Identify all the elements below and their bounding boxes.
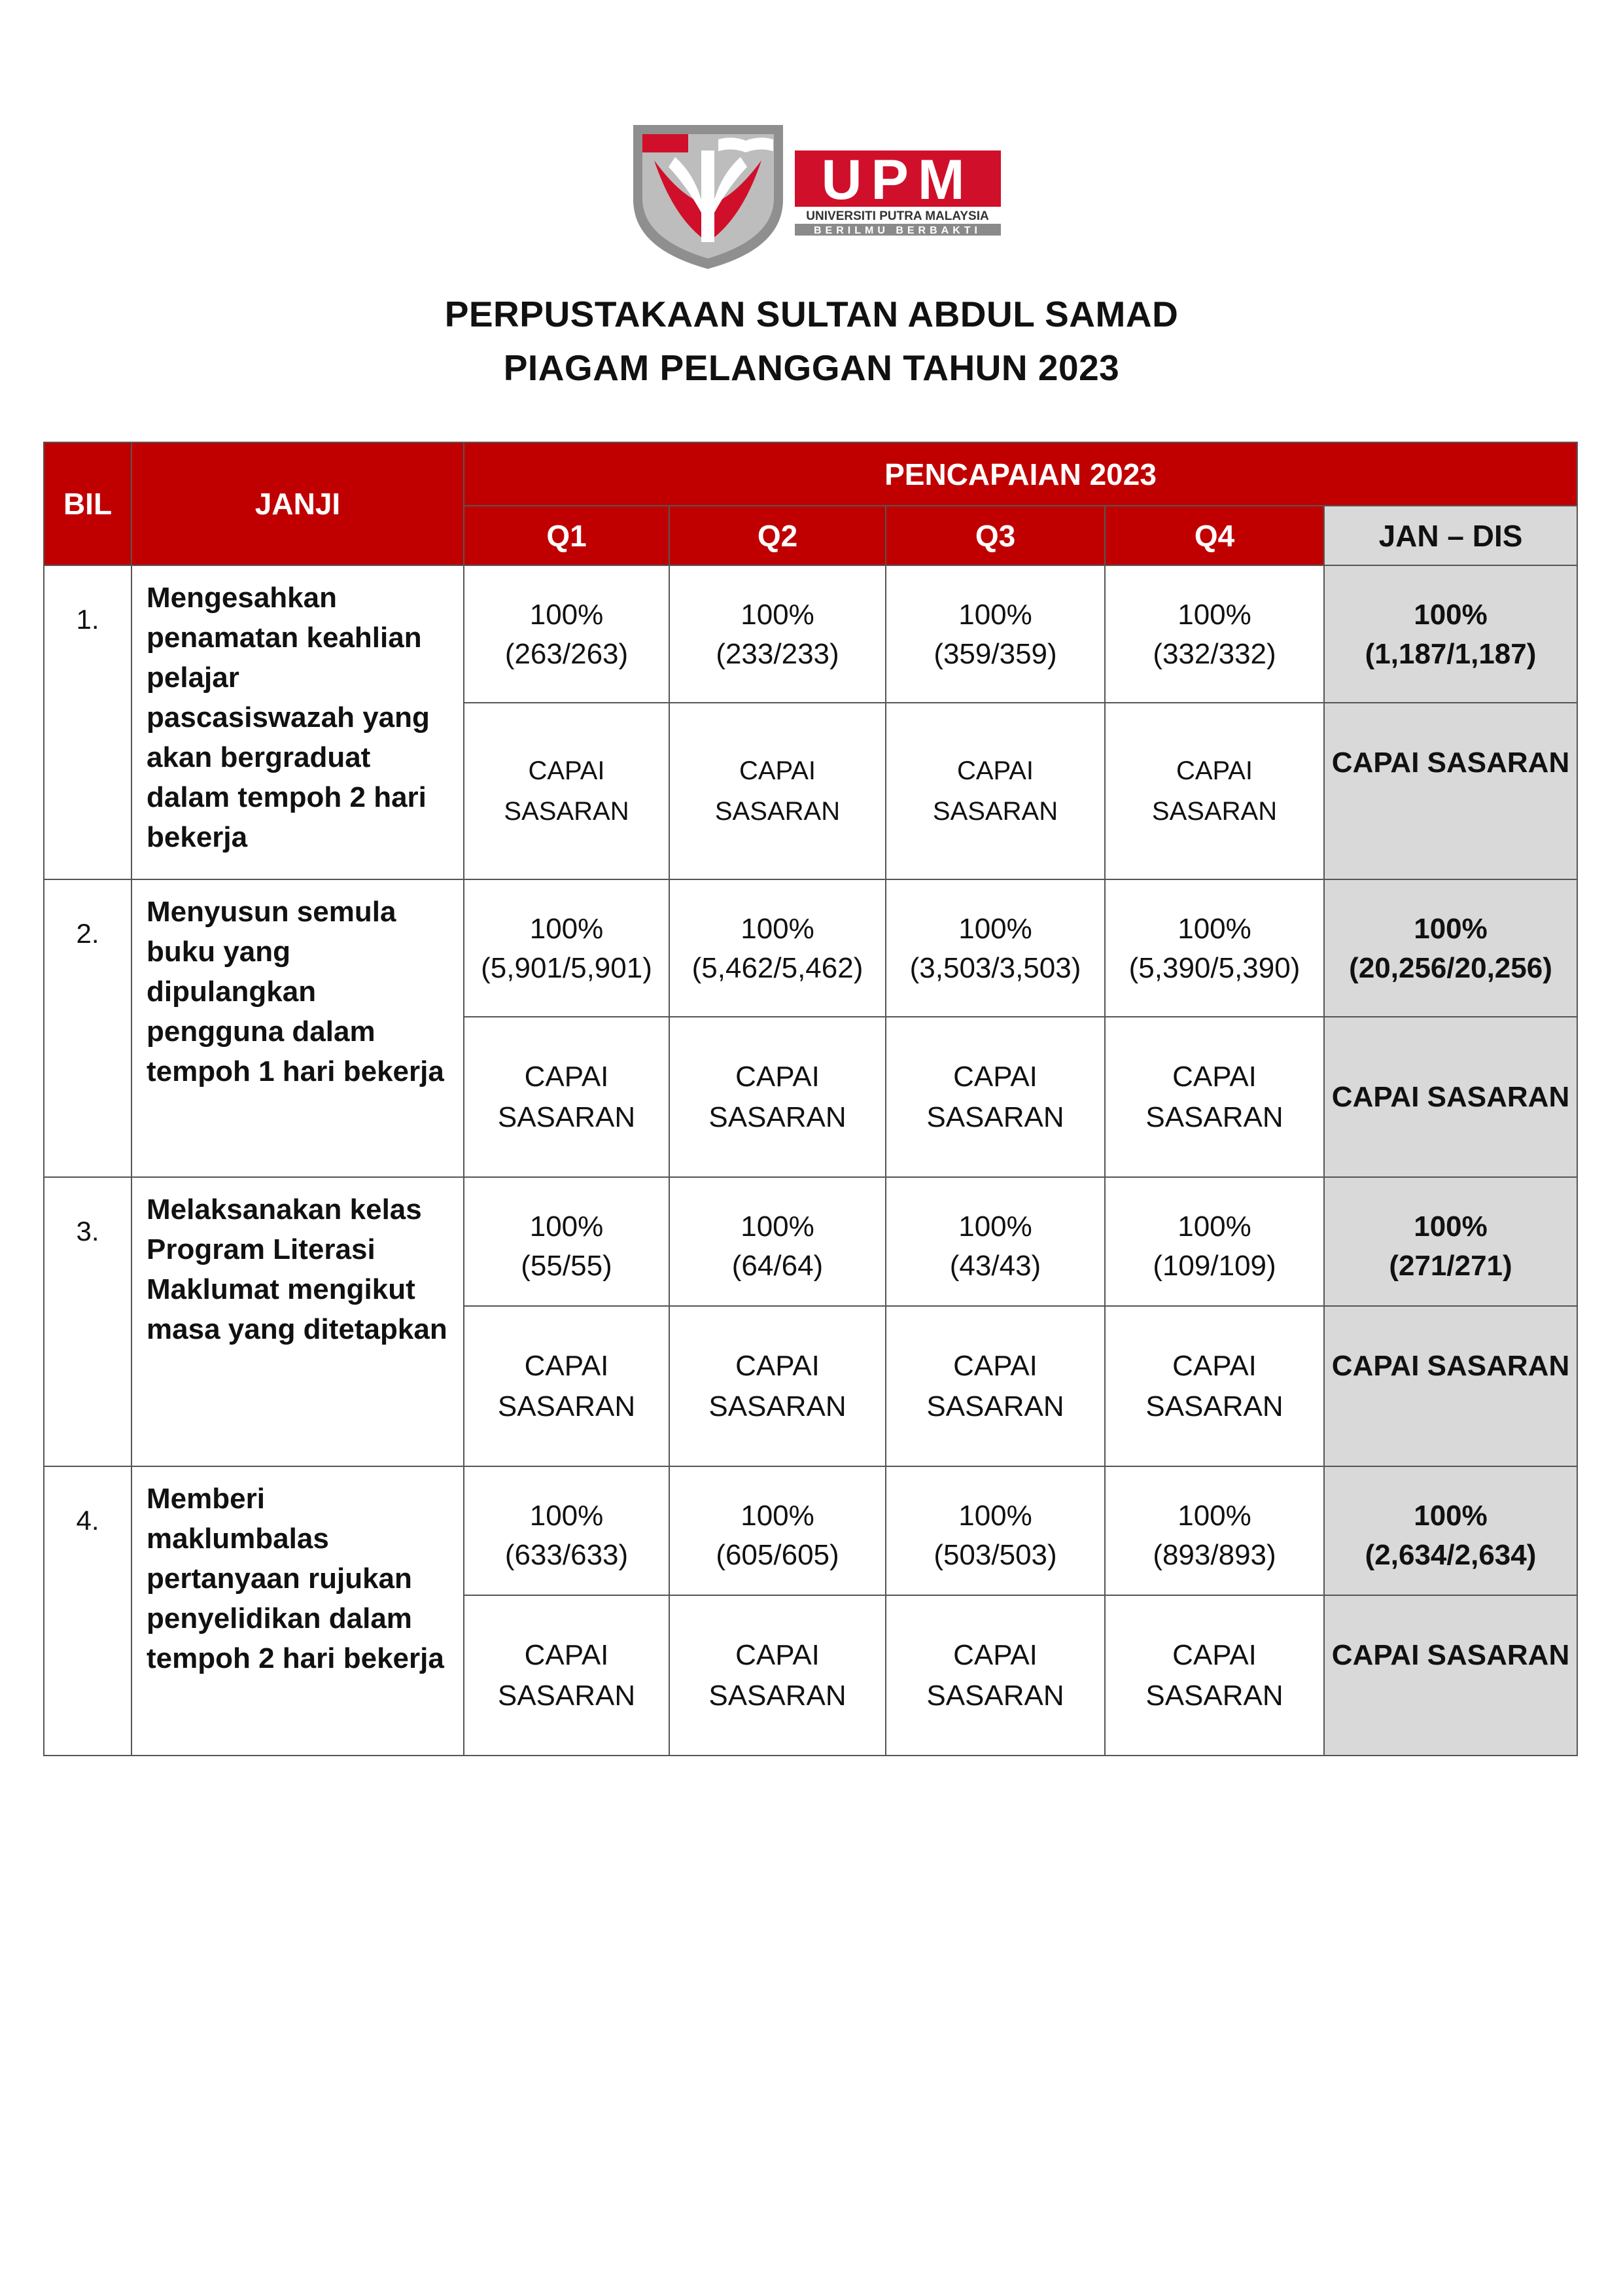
total-status: CAPAI SASARAN bbox=[1324, 1017, 1577, 1177]
status-word-1: CAPAI bbox=[524, 1350, 609, 1382]
svg-text:BERILMU BERBAKTI: BERILMU BERBAKTI bbox=[814, 225, 981, 236]
quarter-1-value bbox=[464, 565, 669, 703]
percentage: 100% bbox=[529, 913, 604, 945]
total-percentage: 100% bbox=[1414, 1210, 1488, 1243]
status-word-1: CAPAI bbox=[1176, 756, 1253, 785]
ratio: (5,901/5,901) bbox=[481, 952, 652, 984]
header-q4: Q4 bbox=[1105, 506, 1324, 565]
status-word-1: CAPAI bbox=[1172, 1639, 1257, 1671]
ratio: (43/43) bbox=[949, 1250, 1041, 1282]
percentage: 100% bbox=[529, 599, 604, 631]
quarter-4-status bbox=[1105, 1595, 1324, 1756]
quarter-4-value bbox=[1105, 1466, 1324, 1595]
document-title: PERPUSTAKAAN SULTAN ABDUL SAMAD bbox=[444, 294, 1179, 334]
total-value bbox=[1324, 879, 1577, 1017]
total-ratio: (2,634/2,634) bbox=[1365, 1539, 1537, 1571]
row-number: 2. bbox=[44, 879, 131, 1177]
status-word-1: CAPAI bbox=[956, 756, 1034, 785]
status-word-1: CAPAI bbox=[524, 1639, 609, 1671]
row-number: 1. bbox=[44, 565, 131, 879]
quarter-1-status bbox=[464, 1017, 669, 1177]
total-status: CAPAI SASARAN bbox=[1324, 703, 1577, 879]
upm-logo bbox=[628, 121, 1001, 272]
table-row bbox=[44, 879, 1577, 1017]
ratio: (633/633) bbox=[504, 1539, 629, 1571]
janji-text: Mengesahkan penamatan keahlian pelajar pascasiswazah yang akan bergraduat dalam tempoh 2 hari bekerja bbox=[131, 565, 464, 879]
quarter-3-value bbox=[886, 565, 1105, 703]
ratio: (109/109) bbox=[1153, 1250, 1276, 1282]
status-word-2: SASARAN bbox=[926, 1390, 1064, 1422]
quarter-4-status bbox=[1105, 703, 1324, 879]
janji-text: Melaksanakan kelas Program Literasi Maklumat mengikut masa yang ditetapkan bbox=[131, 1177, 464, 1466]
upm-shield-logo bbox=[628, 121, 788, 272]
percentage: 100% bbox=[741, 599, 814, 631]
upm-wordmark bbox=[795, 150, 1001, 236]
percentage: 100% bbox=[1178, 1210, 1251, 1243]
achievement-table bbox=[43, 442, 1578, 1756]
quarter-2-value bbox=[669, 879, 886, 1017]
percentage: 100% bbox=[529, 1500, 604, 1532]
header-bil: BIL bbox=[44, 442, 131, 565]
quarter-3-status bbox=[886, 703, 1105, 879]
status-word-1: CAPAI bbox=[953, 1639, 1038, 1671]
quarter-1-status bbox=[464, 1595, 669, 1756]
status-word-2: SASARAN bbox=[926, 1101, 1064, 1133]
quarter-2-status bbox=[669, 703, 886, 879]
row-number: 3. bbox=[44, 1177, 131, 1466]
quarter-2-value bbox=[669, 565, 886, 703]
percentage: 100% bbox=[741, 913, 814, 945]
quarter-1-value bbox=[464, 879, 669, 1017]
status-word-1: CAPAI bbox=[524, 1060, 609, 1093]
percentage: 100% bbox=[958, 599, 1032, 631]
total-percentage: 100% bbox=[1414, 1500, 1488, 1532]
ratio: (359/359) bbox=[934, 638, 1057, 670]
status-word-2: SASARAN bbox=[926, 1680, 1064, 1712]
janji-text: Memberi maklumbalas pertanyaan rujukan penyelidikan dalam tempoh 2 hari bekerja bbox=[131, 1466, 464, 1756]
percentage: 100% bbox=[1178, 599, 1251, 631]
percentage: 100% bbox=[958, 913, 1032, 945]
status-word-2: SASARAN bbox=[1145, 1101, 1283, 1133]
status-word-1: CAPAI bbox=[735, 1060, 820, 1093]
ratio: (605/605) bbox=[716, 1539, 839, 1571]
header-janji: JANJI bbox=[131, 442, 464, 565]
quarter-4-status bbox=[1105, 1017, 1324, 1177]
ratio: (503/503) bbox=[934, 1539, 1057, 1571]
ratio: (5,462/5,462) bbox=[691, 952, 864, 984]
svg-text:UNIVERSITI PUTRA MALAYSIA: UNIVERSITI PUTRA MALAYSIA bbox=[806, 209, 989, 223]
total-value bbox=[1324, 1466, 1577, 1595]
quarter-3-status bbox=[886, 1595, 1105, 1756]
status-word-2: SASARAN bbox=[497, 1680, 636, 1712]
total-status: CAPAI SASARAN bbox=[1324, 1595, 1577, 1756]
header-q3: Q3 bbox=[886, 506, 1105, 565]
status-word-1: CAPAI bbox=[953, 1060, 1038, 1093]
quarter-4-value bbox=[1105, 1177, 1324, 1306]
percentage: 100% bbox=[529, 1210, 604, 1243]
status-word-2: SASARAN bbox=[708, 1390, 846, 1422]
svg-text:UPM: UPM bbox=[821, 150, 974, 211]
ratio: (263/263) bbox=[504, 638, 629, 670]
row-number: 4. bbox=[44, 1466, 131, 1756]
quarter-2-status bbox=[669, 1306, 886, 1466]
total-value bbox=[1324, 1177, 1577, 1306]
quarter-1-value bbox=[464, 1466, 669, 1595]
quarter-2-value bbox=[669, 1466, 886, 1595]
status-word-1: CAPAI bbox=[953, 1350, 1038, 1382]
percentage: 100% bbox=[1178, 913, 1251, 945]
status-word-1: CAPAI bbox=[735, 1350, 820, 1382]
header-q1: Q1 bbox=[464, 506, 669, 565]
ratio: (233/233) bbox=[716, 638, 839, 670]
total-ratio: (20,256/20,256) bbox=[1349, 952, 1552, 984]
quarter-4-status bbox=[1105, 1306, 1324, 1466]
quarter-2-status bbox=[669, 1595, 886, 1756]
quarter-1-status bbox=[464, 703, 669, 879]
status-word-2: SASARAN bbox=[708, 1680, 846, 1712]
janji-text: Menyusun semula buku yang dipulangkan pengguna dalam tempoh 1 hari bekerja bbox=[131, 879, 464, 1177]
table-row bbox=[44, 1466, 1577, 1595]
percentage: 100% bbox=[1178, 1500, 1251, 1532]
status-word-2: SASARAN bbox=[1145, 1390, 1283, 1422]
ratio: (3,503/3,503) bbox=[909, 952, 1081, 984]
quarter-3-value bbox=[886, 879, 1105, 1017]
percentage: 100% bbox=[958, 1210, 1032, 1243]
status-word-2: SASARAN bbox=[708, 1101, 846, 1133]
status-word-1: CAPAI bbox=[735, 1639, 820, 1671]
quarter-3-value bbox=[886, 1466, 1105, 1595]
total-percentage: 100% bbox=[1414, 599, 1488, 631]
ratio: (332/332) bbox=[1153, 638, 1276, 670]
quarter-2-value bbox=[669, 1177, 886, 1306]
status-word-2: SASARAN bbox=[932, 797, 1058, 826]
quarter-2-status bbox=[669, 1017, 886, 1177]
quarter-3-value bbox=[886, 1177, 1105, 1306]
status-word-1: CAPAI bbox=[739, 756, 816, 785]
status-word-1: CAPAI bbox=[1172, 1060, 1257, 1093]
ratio: (5,390/5,390) bbox=[1128, 952, 1300, 984]
status-word-2: SASARAN bbox=[497, 1101, 636, 1133]
quarter-3-status bbox=[886, 1306, 1105, 1466]
total-ratio: (271/271) bbox=[1389, 1250, 1512, 1282]
status-word-1: CAPAI bbox=[528, 756, 605, 785]
ratio: (893/893) bbox=[1153, 1539, 1276, 1571]
status-word-2: SASARAN bbox=[714, 797, 841, 826]
quarter-1-value bbox=[464, 1177, 669, 1306]
quarter-4-value bbox=[1105, 565, 1324, 703]
total-value bbox=[1324, 565, 1577, 703]
table-row bbox=[44, 1177, 1577, 1306]
header-pencapaian: PENCAPAIAN 2023 bbox=[464, 442, 1577, 506]
status-word-2: SASARAN bbox=[504, 797, 629, 826]
quarter-1-status bbox=[464, 1306, 669, 1466]
table-row bbox=[44, 565, 1577, 703]
quarter-3-status bbox=[886, 1017, 1105, 1177]
document-subtitle: PIAGAM PELANGGAN TAHUN 2023 bbox=[503, 347, 1120, 388]
percentage: 100% bbox=[958, 1500, 1032, 1532]
quarter-4-value bbox=[1105, 879, 1324, 1017]
ratio: (64/64) bbox=[731, 1250, 824, 1282]
status-word-2: SASARAN bbox=[497, 1390, 636, 1422]
total-ratio: (1,187/1,187) bbox=[1365, 638, 1537, 670]
percentage: 100% bbox=[741, 1210, 814, 1243]
upm-wordmark-graphic bbox=[795, 150, 1001, 236]
header-q2: Q2 bbox=[669, 506, 886, 565]
total-status: CAPAI SASARAN bbox=[1324, 1306, 1577, 1466]
header-jan-dis: JAN – DIS bbox=[1324, 506, 1577, 565]
status-word-2: SASARAN bbox=[1145, 1680, 1283, 1712]
ratio: (55/55) bbox=[521, 1250, 612, 1282]
percentage: 100% bbox=[741, 1500, 814, 1532]
total-percentage: 100% bbox=[1414, 913, 1488, 945]
status-word-1: CAPAI bbox=[1172, 1350, 1257, 1382]
status-word-2: SASARAN bbox=[1151, 797, 1278, 826]
